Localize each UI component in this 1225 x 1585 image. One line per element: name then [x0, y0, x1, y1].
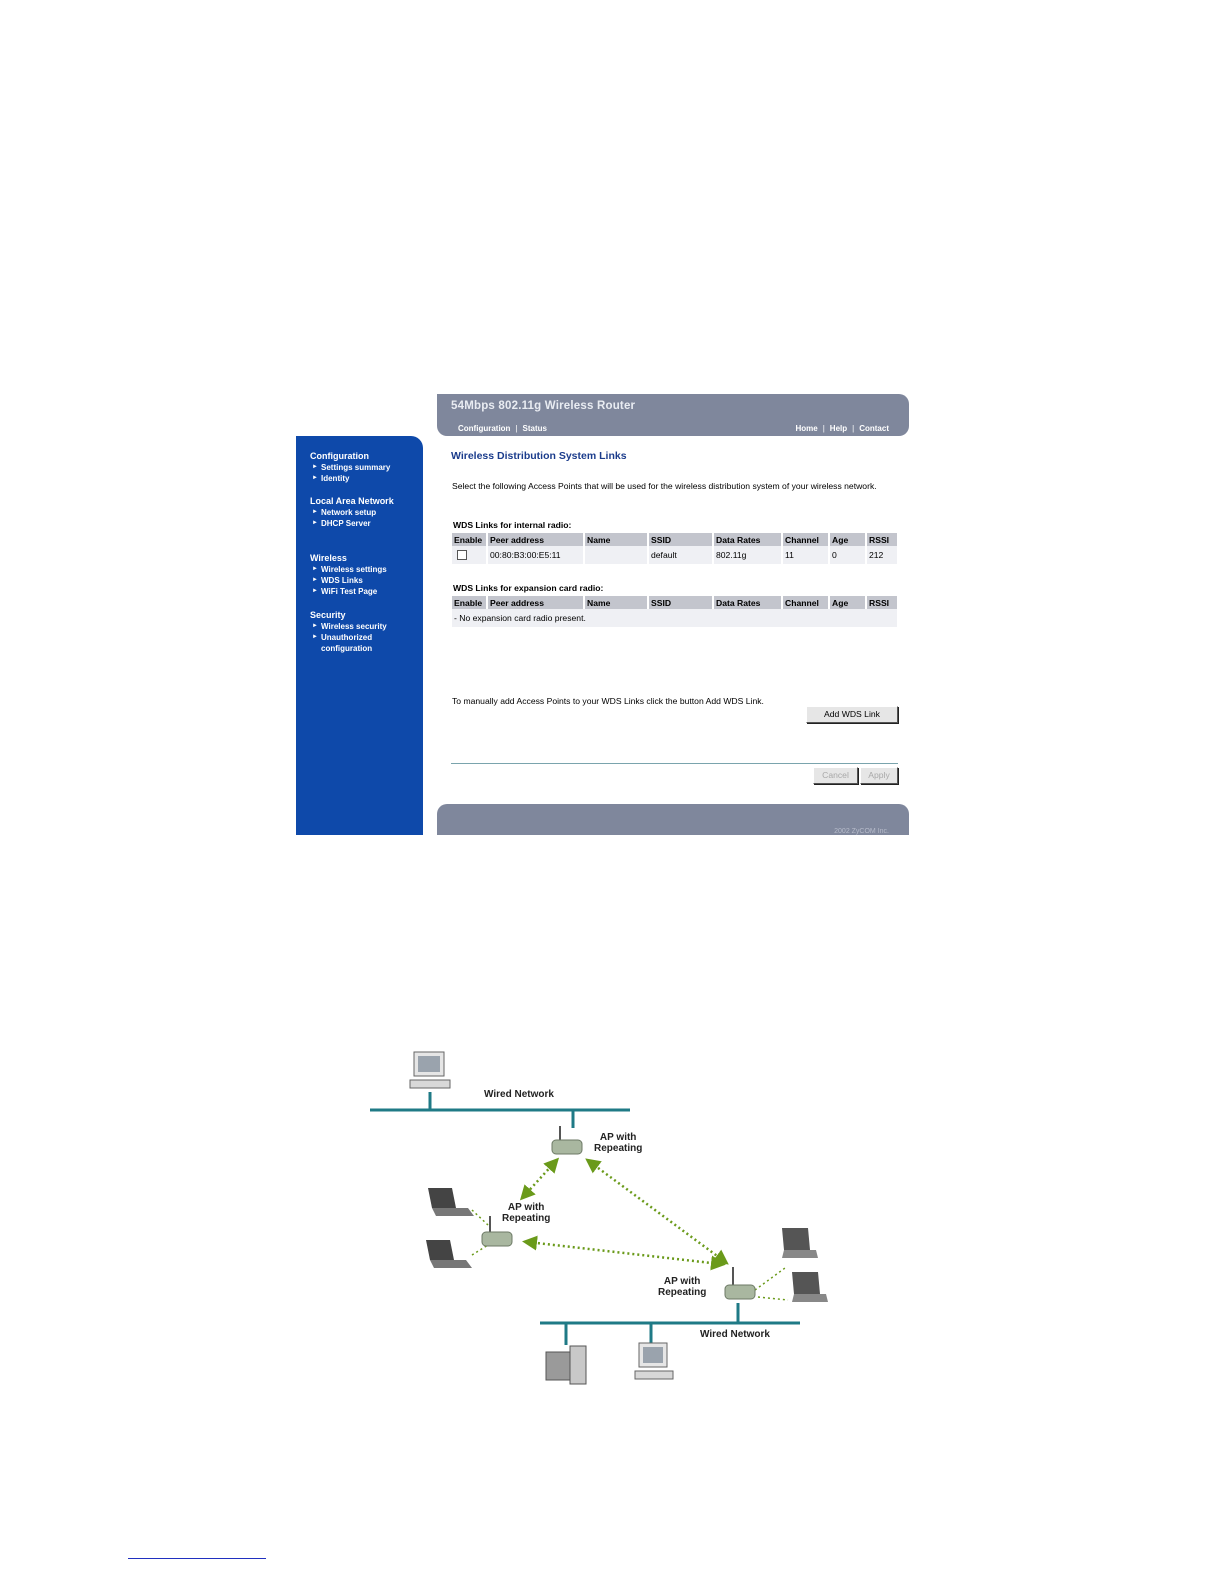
name-cell [584, 546, 648, 564]
column-header: Name [584, 533, 648, 546]
column-header: Age [829, 596, 866, 609]
arrow-right-icon: ► [312, 464, 318, 470]
access-point-icon [725, 1267, 755, 1299]
expansion-radio-heading: WDS Links for expansion card radio: [453, 583, 604, 593]
header-banner [437, 394, 909, 436]
column-header: Name [584, 596, 648, 609]
footnote-link-underline [128, 1558, 266, 1559]
cancel-button[interactable]: Cancel [813, 767, 858, 784]
sidebar-heading: Configuration [310, 451, 369, 461]
sidebar-group-wireless [310, 553, 387, 597]
enable-checkbox[interactable] [457, 550, 467, 560]
apply-button[interactable]: Apply [860, 767, 898, 784]
diagram-svg [360, 1040, 840, 1400]
peer-address-cell: 00:80:B3:00:E5:11 [487, 546, 584, 564]
wired-network-bottom-label: Wired Network [700, 1329, 770, 1340]
manual-add-text: To manually add Access Points to your WDS Links click the button Add WDS Link. [452, 696, 764, 706]
nav-home[interactable]: Home [795, 424, 818, 433]
column-header: Channel [782, 596, 829, 609]
intro-text: Select the following Access Points that will be used for the wireless distribution system of your wireless network. [452, 481, 877, 491]
copyright-text: 2002 ZyCOM Inc. [834, 828, 889, 835]
wireless-links [472, 1162, 788, 1300]
wds-network-diagram [360, 1040, 840, 1400]
enable-cell [452, 546, 487, 564]
column-header: Peer address [487, 533, 584, 546]
sidebar-heading: Security [310, 610, 346, 620]
nav-configuration[interactable]: Configuration [458, 424, 511, 433]
arrow-right-icon: ► [312, 623, 318, 629]
column-header: Data Rates [713, 533, 782, 546]
router-ui-screenshot [296, 394, 909, 835]
laptop-icon [426, 1240, 472, 1268]
column-header: SSID [648, 596, 713, 609]
laptop-icon [428, 1188, 474, 1216]
divider [451, 763, 898, 764]
sidebar-group-security [310, 610, 387, 654]
arrow-right-icon: ► [312, 520, 318, 526]
table-header-row [452, 596, 897, 609]
sidebar-item-wireless-settings[interactable]: ► Wireless settings [312, 565, 387, 574]
sidebar-item-network-setup[interactable]: ► Network setup [312, 508, 377, 517]
access-point-icon [552, 1126, 582, 1154]
sidebar-item-settings-summary[interactable]: ► Settings summary [312, 463, 391, 472]
arrow-right-icon: ► [312, 577, 318, 583]
sidebar-item-wifi-test-page[interactable]: ► WiFi Test Page [312, 587, 378, 596]
rssi-cell: 212 [866, 546, 897, 564]
expansion-radio-table [452, 596, 897, 627]
page-title: Wireless Distribution System Links [451, 450, 627, 462]
sidebar-item-label-continued[interactable]: configuration [321, 644, 373, 653]
column-header: Enable [452, 533, 487, 546]
channel-cell: 11 [782, 546, 829, 564]
arrow-right-icon: ► [312, 588, 318, 594]
sidebar-item-identity[interactable]: ► Identity [312, 474, 350, 483]
wired-network-top-label: Wired Network [484, 1089, 554, 1100]
sidebar-item-wds-links[interactable]: ► WDS Links [312, 576, 363, 585]
column-header: Enable [452, 596, 487, 609]
arrow-right-icon: ► [312, 475, 318, 481]
column-header: Data Rates [713, 596, 782, 609]
table-row [452, 609, 897, 627]
internal-radio-heading: WDS Links for internal radio: [453, 520, 572, 530]
sidebar [296, 436, 423, 835]
footer-banner [437, 804, 909, 835]
data-rates-cell: 802.11g [713, 546, 782, 564]
age-cell: 0 [829, 546, 866, 564]
sidebar-item-unauthorized-configuration[interactable]: ► Unauthorized [312, 633, 373, 642]
ap-label: AP with Repeating [594, 1132, 643, 1154]
column-header: RSSI [866, 596, 897, 609]
table-row [452, 546, 897, 564]
add-wds-link-button[interactable]: Add WDS Link [806, 706, 898, 723]
app-title: 54Mbps 802.11g Wireless Router [451, 400, 636, 412]
top-nav-left: Configuration | Status [458, 424, 547, 433]
column-header: Peer address [487, 596, 584, 609]
nav-contact[interactable]: Contact [859, 424, 889, 433]
tower-computer-icon [546, 1346, 586, 1384]
arrow-right-icon: ► [312, 634, 318, 640]
column-header: Age [829, 533, 866, 546]
sidebar-heading: Local Area Network [310, 496, 394, 506]
sidebar-item-dhcp-server[interactable]: ► DHCP Server [312, 519, 371, 528]
sidebar-group-lan [310, 496, 394, 529]
desktop-computer-icon [410, 1052, 450, 1088]
nav-status[interactable]: Status [522, 424, 547, 433]
top-nav-right: Home | Help | Contact [795, 424, 889, 433]
ap-label: AP with Repeating [658, 1276, 707, 1298]
sidebar-heading: Wireless [310, 553, 347, 563]
column-header: SSID [648, 533, 713, 546]
nav-help[interactable]: Help [829, 424, 848, 433]
ssid-cell: default [648, 546, 713, 564]
internal-radio-table [452, 533, 897, 564]
ap-label: AP with Repeating [502, 1202, 551, 1224]
desktop-computer-icon [635, 1343, 673, 1379]
laptop-icon [782, 1228, 818, 1258]
table-header-row [452, 533, 897, 546]
arrow-right-icon: ► [312, 566, 318, 572]
arrow-right-icon: ► [312, 509, 318, 515]
column-header: Channel [782, 533, 829, 546]
sidebar-item-wireless-security[interactable]: ► Wireless security [312, 622, 387, 631]
sidebar-group-configuration [310, 451, 390, 484]
laptop-icon [792, 1272, 828, 1302]
column-header: RSSI [866, 533, 897, 546]
empty-state-text: - No expansion card radio present. [452, 609, 897, 627]
